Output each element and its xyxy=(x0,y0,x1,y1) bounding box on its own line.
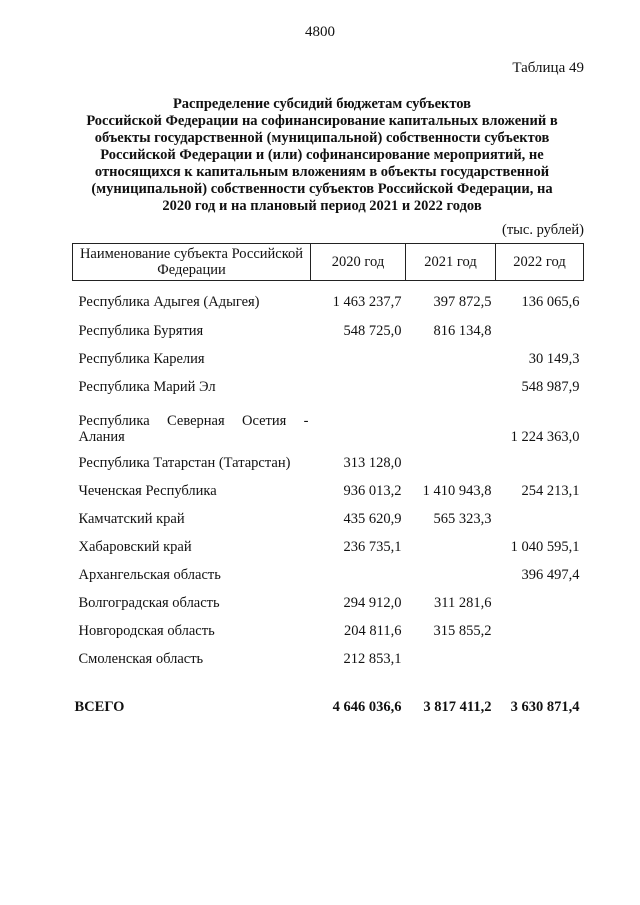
total-2021: 3 817 411,2 xyxy=(423,699,492,715)
column-header-2021: 2021 год xyxy=(406,244,496,281)
value-2022: 1 224 363,0 xyxy=(510,429,580,445)
value-2021: 311 281,6 xyxy=(434,595,492,611)
table-row xyxy=(73,317,584,345)
column-header-2022: 2022 год xyxy=(496,244,584,281)
region-name: Чеченская Республика xyxy=(78,483,217,499)
region-name-line: Алания xyxy=(78,429,125,445)
region-name: Волгоградская область xyxy=(78,595,220,611)
table-row xyxy=(73,505,584,533)
table-row xyxy=(73,477,584,505)
total-2022: 3 630 871,4 xyxy=(510,699,580,715)
region-name: Смоленская область xyxy=(78,651,204,667)
value-2021: 315 855,2 xyxy=(433,623,492,639)
value-2022: 30 149,3 xyxy=(528,351,580,367)
table-row xyxy=(73,373,584,401)
table-label: Таблица 49 xyxy=(512,60,584,76)
value-2021: 1 410 943,8 xyxy=(422,483,492,499)
subsidy-distribution-table xyxy=(72,243,584,717)
region-name xyxy=(73,401,311,449)
value-2022 xyxy=(496,589,584,617)
table-header-row xyxy=(73,244,584,281)
value-2021: 397 872,5 xyxy=(433,294,492,310)
total-label: ВСЕГО xyxy=(74,699,125,715)
value-2020: 204 811,6 xyxy=(344,623,402,639)
units-label: (тыс. рублей) xyxy=(502,222,584,238)
value-2022: 254 213,1 xyxy=(521,483,580,499)
value-2020 xyxy=(311,401,406,449)
value-2020: 548 725,0 xyxy=(343,323,402,339)
value-2020: 1 463 237,7 xyxy=(332,294,402,310)
value-2022: 396 497,4 xyxy=(521,567,580,583)
value-2021 xyxy=(406,345,496,373)
region-name: Камчатский край xyxy=(78,511,185,527)
table-row xyxy=(73,401,584,449)
title-line: Российской Федерации на софинансирование капитальных вложений в xyxy=(86,113,558,129)
value-2022 xyxy=(496,449,584,477)
region-name: Республика Карелия xyxy=(78,351,205,367)
value-2021: 565 323,3 xyxy=(433,511,492,527)
region-name: Новгородская область xyxy=(78,623,215,639)
column-header-2020: 2020 год xyxy=(311,244,406,281)
value-2022 xyxy=(496,645,584,673)
region-name-line: Республика Северная Осетия - xyxy=(78,413,309,429)
value-2020: 212 853,1 xyxy=(343,651,402,667)
value-2021 xyxy=(406,373,496,401)
title-line: (муниципальной) собственности субъектов Российской Федерации, на xyxy=(91,181,553,197)
title-line: относящихся к капитальным вложениям в объекты государственной xyxy=(94,164,550,180)
value-2021 xyxy=(406,645,496,673)
region-name: Республика Марий Эл xyxy=(78,379,216,395)
document-title xyxy=(72,96,572,215)
total-row xyxy=(73,673,584,717)
value-2022 xyxy=(496,505,584,533)
value-2021 xyxy=(406,561,496,589)
table-row xyxy=(73,345,584,373)
value-2020 xyxy=(311,561,406,589)
table-row xyxy=(73,617,584,645)
title-line: 2020 год и на плановый период 2021 и 2022 годов xyxy=(162,198,482,214)
title-line: Российской Федерации и (или) софинансирование мероприятий, не xyxy=(100,147,544,163)
table-row xyxy=(73,561,584,589)
table-row xyxy=(73,645,584,673)
table-row xyxy=(73,589,584,617)
page-number: 4800 xyxy=(305,24,335,40)
region-name: Республика Бурятия xyxy=(78,323,204,339)
value-2020 xyxy=(311,373,406,401)
value-2020: 313 128,0 xyxy=(343,455,402,471)
title-line: объекты государственной (муниципальной) собственности субъектов xyxy=(94,130,550,146)
region-name: Республика Адыгея (Адыгея) xyxy=(78,294,260,310)
value-2021 xyxy=(406,533,496,561)
value-2022: 1 040 595,1 xyxy=(510,539,580,555)
table-row xyxy=(73,533,584,561)
total-2020: 4 646 036,6 xyxy=(332,699,402,715)
value-2022 xyxy=(496,317,584,345)
value-2021 xyxy=(406,401,496,449)
table-row xyxy=(73,449,584,477)
value-2020: 435 620,9 xyxy=(343,511,402,527)
region-name: Республика Татарстан (Татарстан) xyxy=(78,455,291,471)
value-2020: 294 912,0 xyxy=(343,595,402,611)
value-2020 xyxy=(311,345,406,373)
title-line: Распределение субсидий бюджетам субъектов xyxy=(172,96,472,112)
value-2020: 936 013,2 xyxy=(343,483,402,499)
value-2022: 548 987,9 xyxy=(521,379,580,395)
value-2020: 236 735,1 xyxy=(343,539,402,555)
region-name: Хабаровский край xyxy=(78,539,192,555)
region-name: Архангельская область xyxy=(78,567,221,583)
value-2022: 136 065,6 xyxy=(521,294,580,310)
value-2022 xyxy=(496,617,584,645)
value-2021: 816 134,8 xyxy=(433,323,492,339)
value-2021 xyxy=(406,449,496,477)
table-row xyxy=(73,281,584,318)
column-header-name: Наименование субъекта Российской Федерации xyxy=(73,244,311,281)
